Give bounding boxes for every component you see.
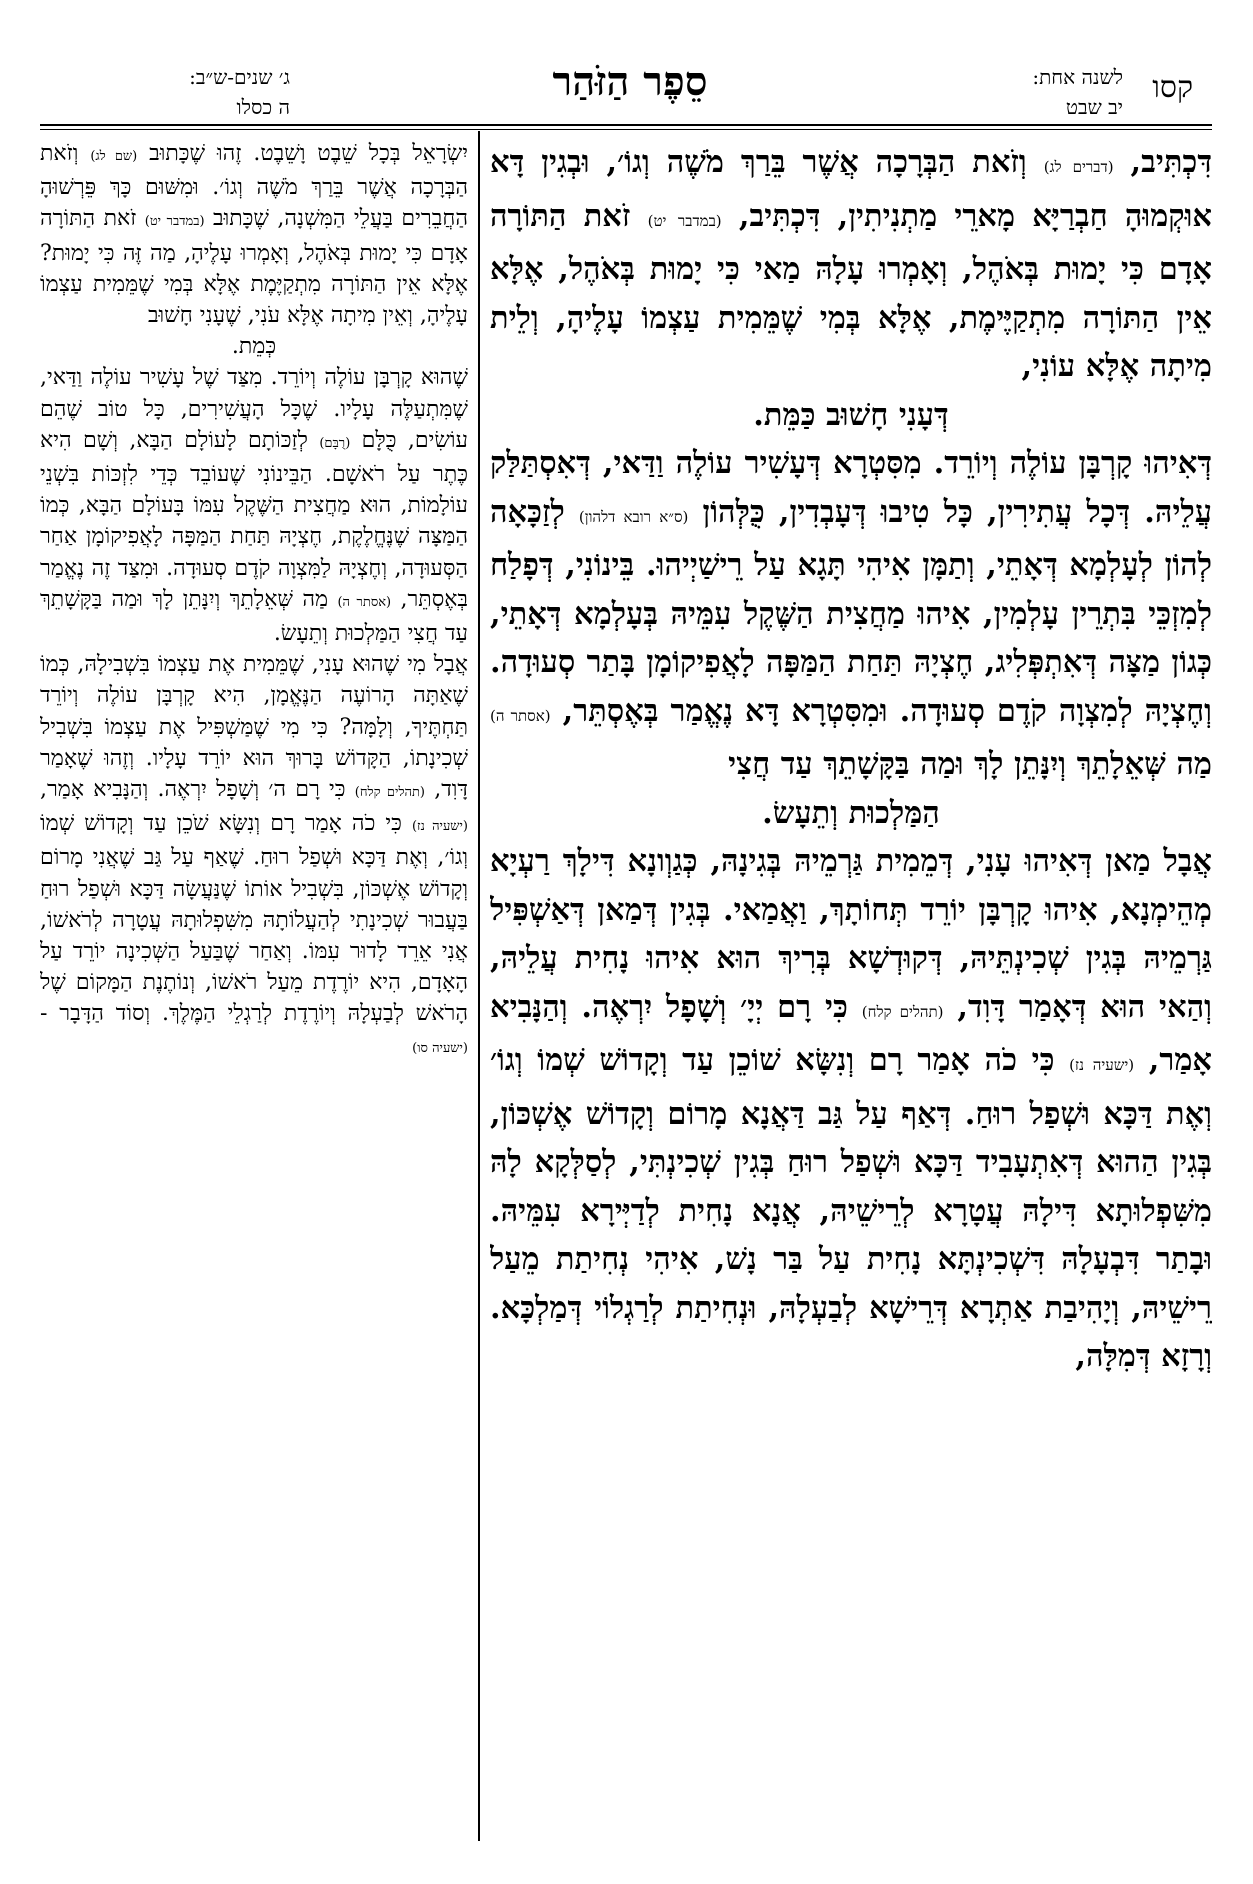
hebrew-translation-column (40, 138, 468, 1853)
main-text-segment: לְזַכָּאָה לְהוֹן לְעָלְמָא דְּאָתֵי, וְתַמָּן אִיהִי תָּגָא עַל רֵישַׁיְיהוּ. בֵּינוֹנִי, דְּפָלַח לְמִזְכֵּי בִּתְרֵין עָלְמִין, אִיהוּ מַחֲצִית הַשֶּׁקֶל עִמֵּיהּ בְּעָלְמָא דְּאָתֵי, כְּגוֹן מַצָּה דְּאִתְפְּלִיג, חֶצְיָהּ תַּחַת הַמַּפָּה לָאֲפִיקוֹמָן בָּתַר סְעוּדָה. וְחֶצְיָהּ לְמִצְוָה קֹדֶם סְעוּדָה. וּמִסִּטְרָא דָּא נֶאֱמַר בְּאֶסְתֵּר, (490, 493, 1212, 729)
verse-reference: (במדבר יט) (144, 214, 205, 230)
verse-reference: (אסתר ה) (337, 594, 392, 610)
side-paragraph-1-end: כְּמֵת. (231, 334, 277, 360)
side-text-segment: כִּי רָם ה׳ וְשָׁפָל יִרְאֶה. וְהַנָּבִיא אָמַר, (40, 777, 355, 803)
verse-reference: (תהלים קלח) (861, 1002, 944, 1021)
verse-reference: (אסתר ה) (490, 706, 551, 725)
side-text-segment: זֹאת הַתּוֹרָה אָדָם כִּי יָמוּת בְּאֹהֶל, וְאָמְרוּ עָלֶיהָ, מַה זֶּה כִּי יָמוּת? אֶלָּא אֵין הַתּוֹרָה מִתְקַיֶּמֶת אֶלָּא בְּמִי שֶׁמֵּמִית עַצְמוֹ עָלֶיהָ, וְאֵין מִיתָה אֶלָּא עֹנִי, שֶׁעָנִי חָשׁוּב (40, 206, 468, 329)
main-text-segment: זֹאת הַתּוֹרָה אָדָם כִּי יָמוּת בְּאֹהֶל, וְאָמְרוּ עָלָהּ מַאי כִּי יָמוּת בְּאֹהֶל, אֶלָּא אֵין הַתּוֹרָה מִתְקַיֶּימֶת, אֶלָּא בְּמִי שֶׁמֵּמִית עַצְמוֹ עָלֶיהָ, וְלֵית מִיתָה אֶלָּא עוֹנִי, (490, 197, 1212, 384)
variant-note: (רֻבָּם) (319, 435, 351, 451)
main-paragraph-2 (490, 439, 1212, 789)
main-paragraph-1-end: דְּעָנִי חָשׁוּב כַּמֵּת. (753, 396, 949, 433)
side-text-segment: לְזַכּוֹתָם לָעוֹלָם הַבָּא, וְשָׁם הִיא כֶּתֶר עַל רֹאשָׁם. הַבֵּינוֹנִי שֶׁעוֹבֵד כְּדֵי לִזְכּוֹת בִּשְׁנֵי עוֹלָמוֹת, הוּא מַחֲצִית הַשֶּׁקֶל עִמּוֹ בָּעוֹלָם הַבָּא, כְּמוֹ הַמַּצָּה שֶׁנֶּחֱלֶקֶת, חֶצְיָהּ תַּחַת הַמַּפָּה לָאֲפִיקוֹמָן אַחַר הַסְּעוּדָה, וְחֶצְיָהּ לַמִּצְוָה קֹדֶם סְעוּדָה. וּמִצַּד זֶה נֶאֱמַר בְּאֶסְתֵּר, (40, 427, 468, 612)
side-text-segment: מַה שְּׁאֵלָתֵךְ וְיִנָּתֵן לָךְ וּמַה בַּקָּשָׁתֵךְ עַד חֲצִי הַמַּלְכוּת וְתֵעָשׂ. (40, 586, 468, 647)
header-left-info (40, 62, 290, 122)
main-text-segment: דִּכְתִּיב, (1113, 144, 1212, 180)
verse-reference: (ישעיה נז) (1069, 1056, 1135, 1074)
header-left-line2: ה כסלו (236, 95, 290, 119)
side-text-segment: וְזֹאת הַבְּרָכָה אֲשֶׁר בֵּרַךְ מֹשֶׁה וְגוֹ׳. וּמִשּׁוּם כָּךְ פֵּרְשׁוּהָ הַחֲבֵרִים בַּעֲלֵי הַמִּשְׁנָה, שֶׁכָּתוּב (40, 141, 468, 232)
header-divider (40, 124, 1212, 126)
main-text-segment: כִּי רָם יְיָ׳ וְשָׁפָל יִרְאֶה. וְהַנָּבִיא אָמַר, (490, 988, 1212, 1078)
side-paragraph-1 (40, 138, 468, 331)
verse-reference: (שם לג) (90, 149, 138, 164)
main-text-segment: וְזֹאת הַבְּרָכָה אֲשֶׁר בֵּרַךְ מֹשֶׁה וְגוֹ׳, וּבְגִין דָּא אוּקְמוּהָ חַבְרַיָּא מָארֵי מַתְנִיתִין, דִּכְתִּיב, (490, 144, 1212, 234)
header-right-info (953, 62, 1123, 122)
aramaic-main-column (490, 138, 1212, 1853)
side-paragraph-2 (40, 362, 468, 649)
verse-reference: (תהלים קלח) (354, 785, 425, 801)
column-divider (478, 131, 480, 1841)
header-left-line1: ג׳ שנים-ש״ב: (189, 65, 290, 89)
main-text-segment: אֲבָל מַאן דְּאִיהוּ עָנִי, דְּמֵמִית גַּרְמֵיהּ בְּגִינָהּ, כְּגַוְונָא דִּילָךְ רַעְיָא מְהֵימְנָא, אִיהוּ קָרְבָּן יוֹרֵד תְּחוֹתָךְ, וַאֲמַאי. בְּגִין דְּמַאן דְּאַשְׁפִּיל גַּרְמֵיהּ בְּגִין שְׁכִינְתֵּיהּ, דְּקוּדְשָׁא בְּרִיךְ הוּא אִיהוּ נָחִית עֲלֵיהּ, וְהַאי הוּא דְּאָמַר דָּוִד, (490, 843, 1212, 1025)
side-text-segment: כִּי כֹה אָמַר רָם וְנִשָּׂא שֹׁכֵן עַד וְקָדוֹשׁ שְׁמוֹ וְגוֹ׳, וְאֶת דַּכָּא וּשְׁפַל רוּחַ. שֶׁאַף עַל גַּב שֶׁאֲנִי מָרוֹם וְקָדוֹשׁ אֶשְׁכּוֹן, בִּשְׁבִיל אוֹתוֹ שֶׁנַּעֲשָׂה דַּכָּא וּשְׁפַל רוּחַ בַּעֲבוּר שְׁכִינָתִי לְהַעֲלוֹתָהּ מִשִּׁפְלוּתָהּ עֲטָרָה לְרֹאשׁוֹ, אֲנִי אֵרֵד לָדוּר עִמּוֹ. וְאַחַר שֶׁבַּעַל הַשְּׁכִינָה יוֹרֵד עַל הָאָדָם, הִיא יוֹרֶדֶת מֵעַל רֹאשׁוֹ, וְנוֹתֶנֶת הַמָּקוֹם שֶׁל הָרֹאשׁ לְבַעְלָהּ וְיוֹרֶדֶת לְרַגְלֵי הַמֶּלֶךְ. וְסוֹד הַדָּבָר - (40, 811, 468, 1027)
side-text-segment: אֲבָל מִי שֶׁהוּא עָנִי, שֶׁמֵּמִית אֶת עַצְמוֹ בִּשְׁבִילָהּ, כְּמוֹ שֶׁאַתָּה הָרוֹעֶה הַנֶּאֱמָן, הִיא קָרְבָּן עוֹלֶה וְיוֹרֵד תַּחְתֶּיךָ, וְלָמָּה? כִּי מִי שֶׁמַּשְׁפִּיל אֶת עַצְמוֹ בִּשְׁבִיל שְׁכִינָתוֹ, הַקָּדוֹשׁ בָּרוּךְ הוּא יוֹרֵד עָלָיו. וְזֶהוּ שֶׁאָמַר דָּוִד, (40, 652, 468, 803)
main-text-segment: מַה שְּׁאֵלָתֵךְ וְיִנָּתֵן לָךְ וּמַה בַּקָּשָׁתֵךְ עַד חֲצִי (728, 746, 1212, 782)
main-text-segment: כִּי כֹה אָמַר רָם וְנִשָּׂא שׁוֹכֵן עַד וְקָדוֹשׁ שְׁמוֹ וְגוֹ׳ וְאֶת דַּכָּא וּשְׁפַל רוּחַ. דְּאַף עַל גַּב דַּאֲנָא מָרוֹם וְקָדוֹשׁ אֶשְׁכּוֹן, בְּגִין הַהוּא דְּאִתְעָבִיד דַּכָּא וּשְׁפַל רוּחַ בְּגִין שְׁכִינְתִּי, לְסַלְּקָא לָהּ מִשִּׁפְלוּתָא דִּילָהּ עֲטָרָא לְרֵישֵׁיהּ, אֲנָא נָחִית לְדַיְּירָא עִמֵּיהּ. וּבָתַר דִּבְעָלָהּ דִּשְׁכִינְתָּא נָחִית עַל בַּר נָשׁ, אִיהִי נְחִיתַת מֵעַל רֵישֵׁיהּ, וְיָהִיבַת אַתְרָא דְּרֵישָׁא לְבַעְלָהּ, וּנְחִיתַת לְרַגְלוֹי דְּמַלְכָּא. וְרָזָא דְּמִלָּה, (490, 1042, 1212, 1374)
main-paragraph-1 (490, 138, 1212, 391)
verse-reference: (ישעיה סו) (412, 1040, 468, 1056)
main-paragraph-2-end: הַמַּלְכוּת וְתֵעָשׂ. (762, 794, 940, 831)
page-number: קסו (1152, 70, 1193, 105)
header-right-line2: יב שבט (1065, 95, 1123, 119)
side-text-segment: שֶׁהוּא קָרְבָּן עוֹלֶה וְיוֹרֵד. מִצַּד שֶׁל עָשִׁיר עוֹלֶה וַדַּאי, שֶׁמִּתְעַלֶּה עָלָיו. שֶׁכָּל הָעֲשִׁירִים, כָּל טוֹב שֶׁהֵם עוֹשִׂים, כֻּלָּם (40, 365, 468, 453)
verse-reference: (במדבר יט) (647, 211, 722, 230)
main-paragraph-3 (490, 837, 1212, 1381)
main-text-segment: דְּאִיהוּ קָרְבָּן עוֹלֶה וְיוֹרֵד. מִסִּטְרָא דְּעָשִׁיר עוֹלֶה וַדַּאי, דְּאִסְתַּלַּק עֲלֵיהּ. דְּכָל עֲתִירִין, כָּל טִיבוּ דְּעָבְדִין, כֻּלְּהוֹן (490, 445, 1212, 530)
header-divider-thin (40, 129, 1212, 130)
verse-reference: (דברים לג) (1043, 158, 1114, 176)
page-title: סֵפֶר הַזֹּהַר (552, 58, 708, 105)
verse-reference: (ישעיה נז) (411, 819, 468, 835)
side-paragraph-3 (40, 649, 468, 1064)
header-right-line1: לשנה אחת: (1032, 65, 1123, 89)
variant-note: (ס״א רובא דלהון) (578, 507, 689, 526)
side-text-segment: יִשְׂרָאֵל בְּכָל שֵׁבֶט וָשֵׁבֶט. זֶהוּ שֶׁכָּתוּב (137, 141, 468, 166)
